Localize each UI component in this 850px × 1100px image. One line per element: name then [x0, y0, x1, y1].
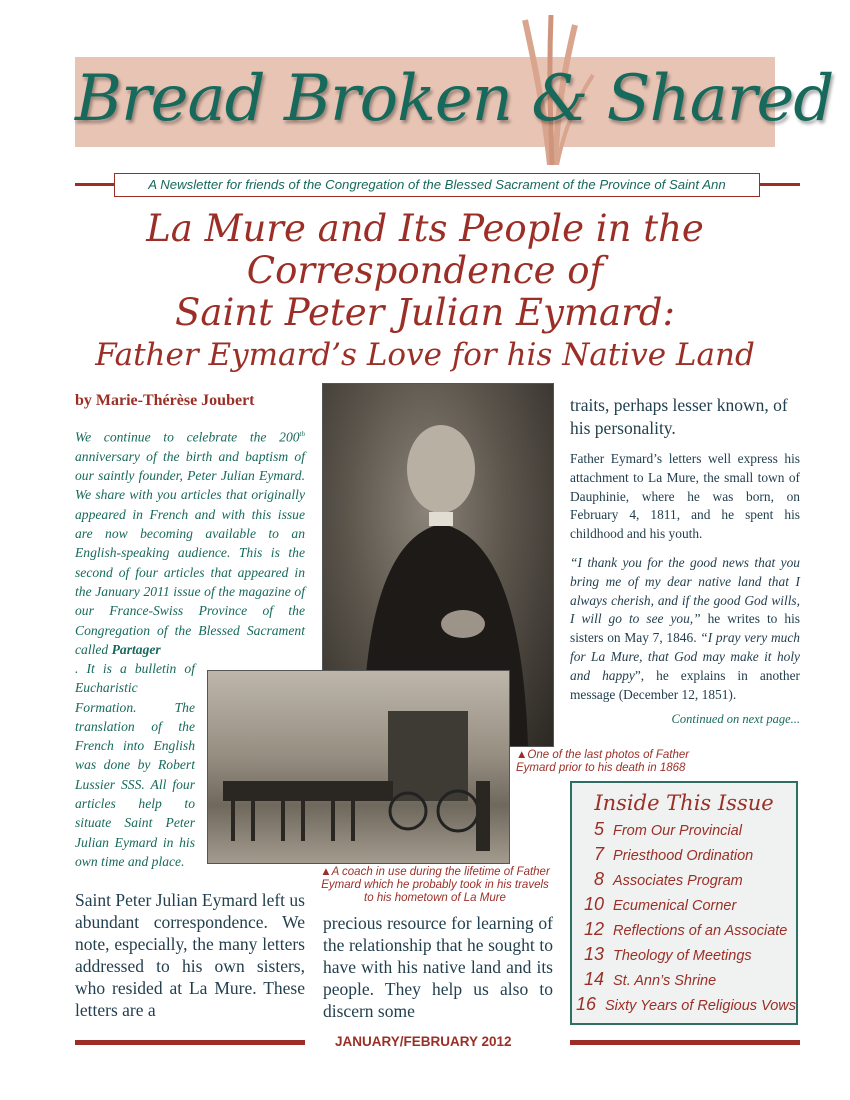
portrait-caption: ▲One of the last photos of Father Eymard prior to his death in 1868: [516, 749, 690, 774]
title-line: Correspondence of: [246, 249, 604, 292]
inside-title: Inside This Issue: [594, 791, 774, 815]
article-title: [60, 208, 790, 376]
body-paragraph: Father Eymard’s letters well express his attachment to La Mure, the small town of Dauphinie, where he was born, on February 4, 1811, and he spent his childhood and his youth.: [570, 451, 800, 542]
masthead-tagline: A Newsletter for friends of the Congregation of the Blessed Sacrament of the Province of Saint Ann: [114, 173, 760, 197]
footer-rule: [570, 1040, 800, 1045]
body-column-right: [570, 394, 800, 729]
toc-title: From Our Provincial: [613, 823, 742, 839]
intro-text: [75, 425, 305, 659]
inside-this-issue-box: [570, 781, 798, 1025]
footer-rule: [75, 1040, 305, 1045]
toc-page-number: 12: [583, 919, 604, 939]
title-line: Saint Peter Julian Eymard:: [175, 291, 675, 334]
intro-bold: Partager: [111, 641, 161, 657]
toc-page-number: 13: [583, 944, 604, 964]
byline: by Marie-Thérèse Joubert: [75, 392, 255, 409]
masthead-title: Bread Broken & Shared: [75, 62, 834, 136]
toc-item[interactable]: [572, 869, 796, 894]
toc-title: St. Ann’s Shrine: [613, 973, 717, 989]
article-subtitle: Father Eymard’s Love for his Native Land: [95, 337, 755, 373]
toc-title: Reflections of an Associate: [613, 923, 788, 939]
toc-page-number: 8: [593, 869, 604, 889]
toc-page-number: 16: [575, 994, 596, 1014]
divider: [757, 183, 800, 186]
toc-item[interactable]: [572, 994, 796, 1019]
body-paragraph: traits, perhaps lesser known, of his personality.: [570, 395, 788, 438]
toc-item[interactable]: [572, 819, 796, 844]
intro-part: We continue to celebrate the 200: [75, 429, 300, 445]
title-line: La Mure and Its People in the: [146, 207, 704, 250]
toc-title: Ecumenical Corner: [613, 898, 737, 914]
toc-title: Theology of Meetings: [613, 948, 752, 964]
issue-date: JANUARY/FEBRUARY 2012: [335, 1034, 512, 1049]
toc-page-number: 10: [583, 894, 604, 914]
body-column-left: Saint Peter Julian Eymard left us abundant correspondence. We note, especially, the many letters addressed to his own sisters, who resided at La Mure. These letters are a: [75, 890, 305, 1020]
toc-item[interactable]: [572, 944, 796, 969]
toc-page-number: 14: [583, 969, 604, 989]
intro-text-narrow: . It is a bulletin of Eucharistic Formation. The translation of the French into English was done by Robert Lussier SSS. All four articles help to situate Saint Peter Julian Eymard in his own time and place.: [75, 661, 195, 869]
toc-item[interactable]: [572, 844, 796, 869]
toc-item[interactable]: [572, 969, 796, 994]
toc-list: [572, 819, 796, 1019]
body-column-middle: precious resource for learning of the relationship that he sought to have with his native land and its people. They help us also to discern some: [323, 913, 553, 1021]
quote: “I thank you for the good news that you bring me of my dear native land that I always cherish, and if the good God wills, I will go to see you,”: [570, 554, 800, 627]
text: ”, he explains in another message (December 12, 1851).: [570, 667, 800, 702]
body-paragraph: [570, 554, 800, 704]
toc-page-number: 5: [593, 819, 604, 839]
toc-item[interactable]: [572, 894, 796, 919]
coach-photo: [207, 670, 510, 864]
toc-item[interactable]: [572, 919, 796, 944]
toc-title: Sixty Years of Religious Vows: [604, 998, 796, 1014]
quote: “I pray very much for La Mure, that God may make it holy and happy: [570, 630, 800, 683]
divider: [75, 183, 115, 186]
coach-caption: ▲A coach in use during the lifetime of Father Eymard which he probably took in his travels to his hometown of La Mure: [320, 866, 550, 904]
text: he writes to his sisters on May 7, 1846.: [570, 611, 801, 646]
intro-sup: th: [299, 430, 305, 438]
toc-title: Priesthood Ordination: [613, 848, 754, 864]
continued-link[interactable]: Continued on next page...: [671, 712, 800, 727]
intro-part: anniversary of the birth and baptism of our saintly founder, Peter Julian Eymard. We share with you articles that originally appeared in French and with this issue are now becoming available to an English-speaking audience. This is the second of four articles that appeared in the January 2011 issue of the magazine of our France-Swiss Province of the Congregation of the Blessed Sacrament called: [75, 448, 305, 657]
toc-title: Associates Program: [613, 873, 743, 889]
toc-page-number: 7: [593, 844, 604, 864]
